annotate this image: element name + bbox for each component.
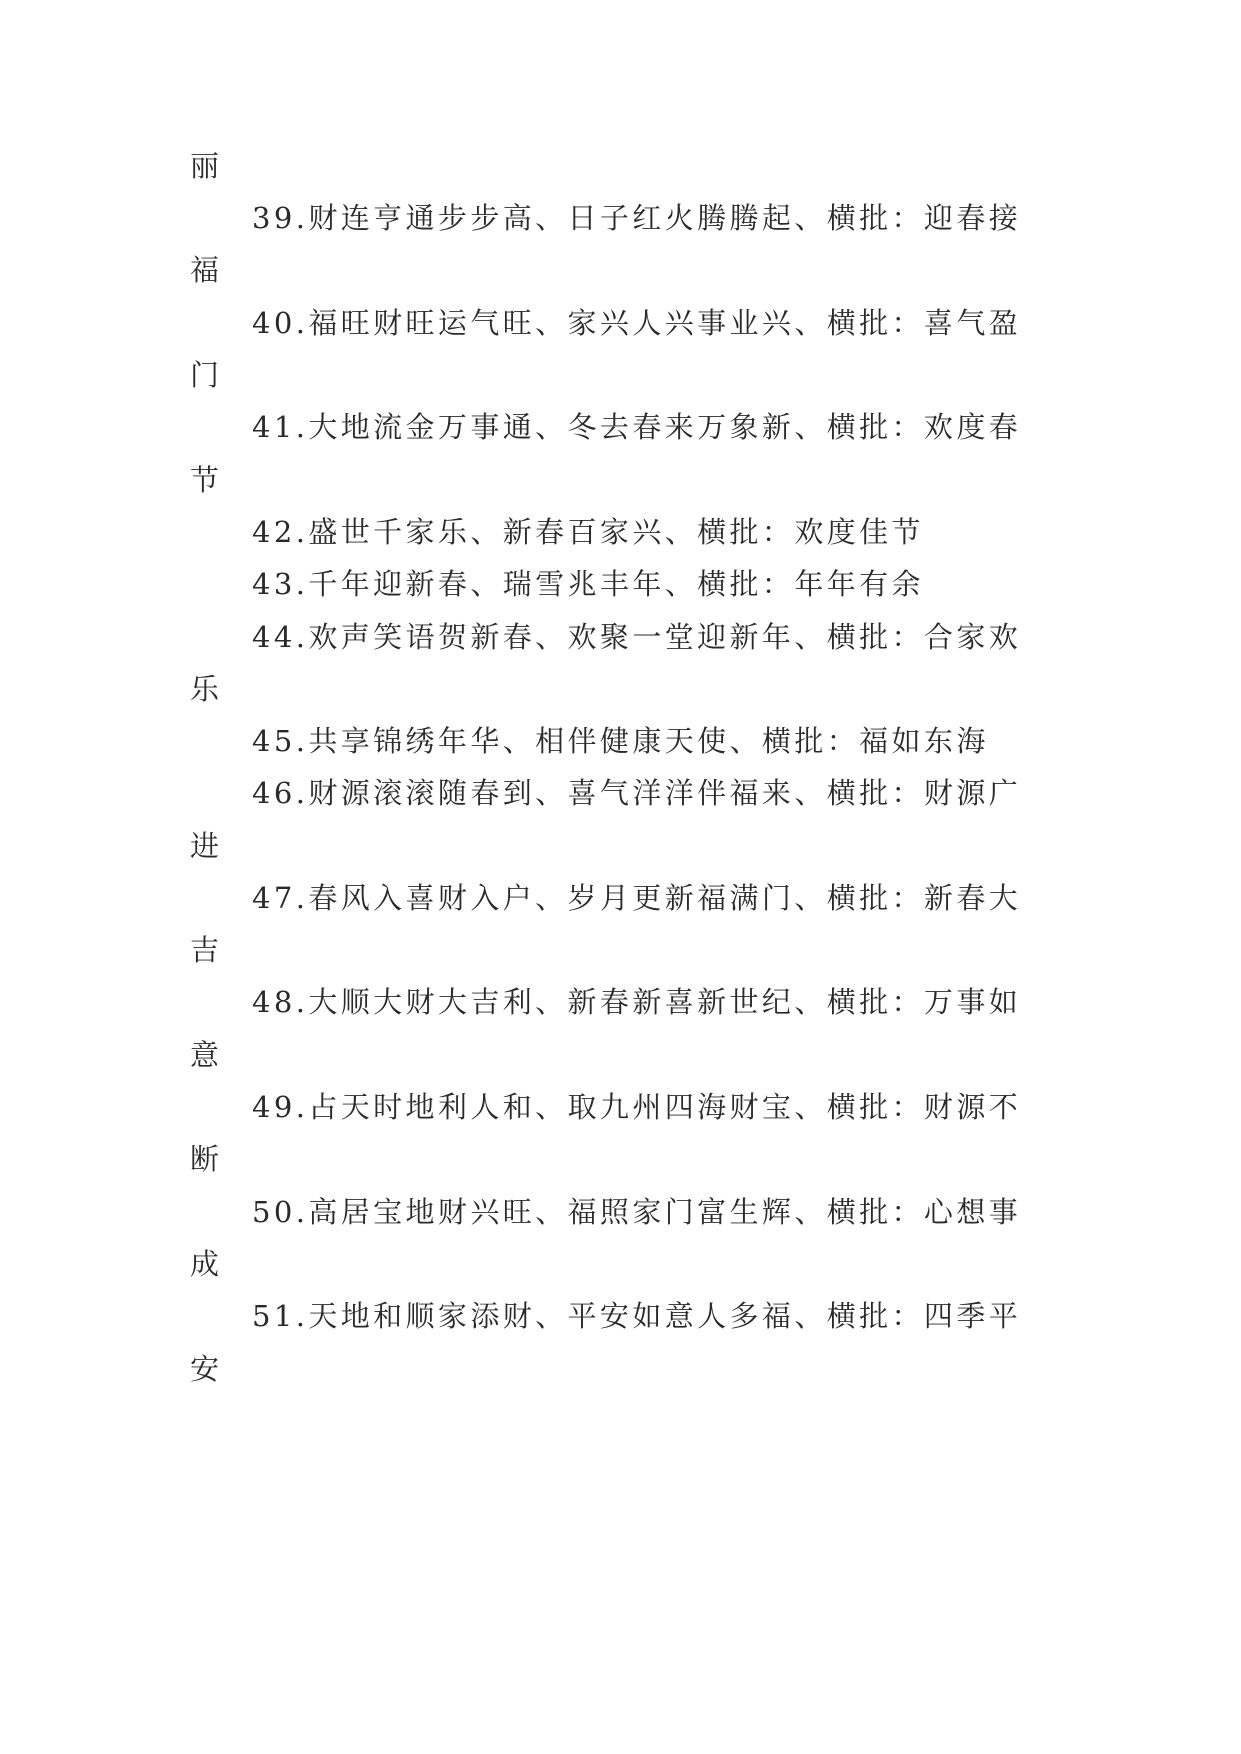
text-line: 进 <box>190 829 223 863</box>
text-line: 节 <box>190 463 223 497</box>
text-line: 40.福旺财旺运气旺、家兴人兴事业兴、横批：喜气盈 <box>252 306 1022 340</box>
text-line: 49.占天时地利人和、取九州四海财宝、横批：财源不 <box>252 1090 1022 1124</box>
text-line: 45.共享锦绣年华、相伴健康天使、横批：福如东海 <box>252 724 989 758</box>
text-line: 吉 <box>190 933 223 967</box>
text-line: 39.财连亨通步步高、日子红火腾腾起、横批：迎春接 <box>252 201 1022 235</box>
text-line: 50.高居宝地财兴旺、福照家门富生辉、横批：心想事 <box>252 1195 1022 1229</box>
text-line: 41.大地流金万事通、冬去春来万象新、横批：欢度春 <box>252 410 1022 444</box>
text-line: 福 <box>190 253 223 287</box>
text-line: 44.欢声笑语贺新春、欢聚一堂迎新年、横批：合家欢 <box>252 620 1022 654</box>
text-line: 42.盛世千家乐、新春百家兴、横批：欢度佳节 <box>252 515 924 549</box>
text-line: 门 <box>190 358 223 392</box>
text-line: 安 <box>190 1352 223 1386</box>
text-line: 乐 <box>190 672 223 706</box>
text-line: 47.春风入喜财入户、岁月更新福满门、横批：新春大 <box>252 881 1022 915</box>
text-line: 意 <box>190 1038 223 1072</box>
text-line: 46.财源滚滚随春到、喜气洋洋伴福来、横批：财源广 <box>252 776 1022 810</box>
text-line: 51.天地和顺家添财、平安如意人多福、横批：四季平 <box>252 1299 1022 1333</box>
text-line: 丽 <box>190 149 223 183</box>
text-line: 48.大顺大财大吉利、新春新喜新世纪、横批：万事如 <box>252 985 1022 1019</box>
text-line: 断 <box>190 1142 223 1176</box>
text-line: 成 <box>190 1247 223 1281</box>
text-line: 43.千年迎新春、瑞雪兆丰年、横批：年年有余 <box>252 567 924 601</box>
